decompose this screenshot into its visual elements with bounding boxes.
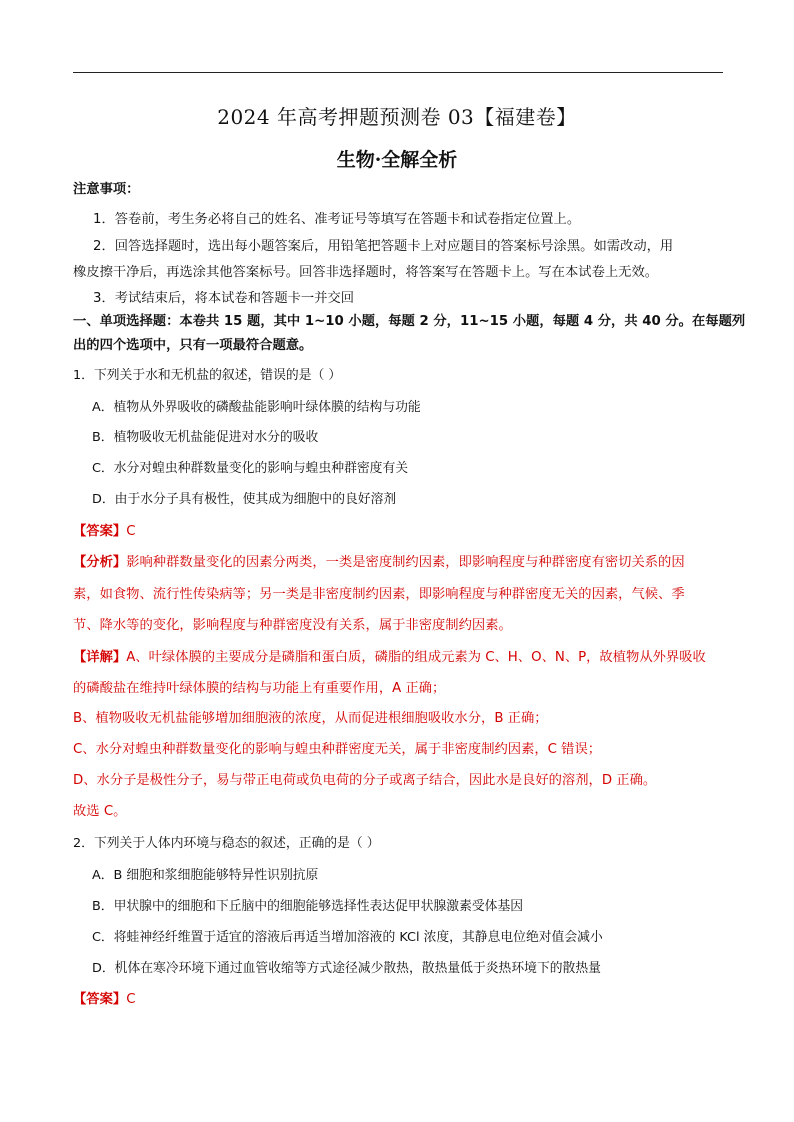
answer-value: C <box>126 992 136 1007</box>
section-heading: 一、单项选择题：本卷共 15 题，其中 1~10 小题，每题 2 分，11~15 小题，每题 4 分，共 40 分。在每题列 <box>73 314 746 329</box>
detail-text: C、水分对蝗虫种群数量变化的影响与蝗虫种群密度无关，属于非密度制约因素，C 错误； <box>73 742 602 757</box>
notes-item: 橡皮擦干净后，再选涂其他答案标号。回答非选择题时，将答案写在答题卡上。写在本试卷上无效。 <box>73 265 659 280</box>
notes-item: 2．回答选择题时，选出每小题答案后，用铅笔把答题卡上对应题目的答案标号涂黑。如需改动，用 <box>93 239 674 254</box>
detail-tag: 【详解】 <box>73 650 127 665</box>
question-option: B．植物吸收无机盐能促进对水分的吸收 <box>92 430 319 445</box>
question-option: D．由于水分子具有极性，使其成为细胞中的良好溶剂 <box>92 492 397 507</box>
question-option: C．将蛙神经纤维置于适宜的溶液后再适当增加溶液的 KCl 浓度，其静息电位绝对值会减小 <box>92 930 603 945</box>
header-rule <box>73 72 723 73</box>
question-option: A．植物从外界吸收的磷酸盐能影响叶绿体膜的结构与功能 <box>92 400 421 415</box>
detail-line <box>73 648 733 668</box>
question-option: B．甲状腺中的细胞和下丘脑中的细胞能够选择性表达促甲状腺激素受体基因 <box>92 899 524 914</box>
notes-item: 3．考试结束后，将本试卷和答题卡一并交回 <box>93 291 355 306</box>
question-option: C．水分对蝗虫种群数量变化的影响与蝗虫种群密度有关 <box>92 461 409 476</box>
answer-tag: 【答案】 <box>73 992 127 1007</box>
answer-value: C <box>126 524 136 539</box>
analysis-text: 节、降水等的变化，影响程度与种群密度没有关系，属于非密度制约因素。 <box>73 618 512 633</box>
question-stem: 1．下列关于水和无机盐的叙述，错误的是（ ） <box>73 368 342 383</box>
detail-text: A、叶绿体膜的主要成分是磷脂和蛋白质，磷脂的组成元素为 C、H、O、N、P，故植物从外界吸收 <box>126 650 706 665</box>
answer-line <box>73 990 733 1010</box>
answer-line <box>73 522 733 542</box>
notes-heading: 注意事项： <box>73 182 140 197</box>
page-subtitle: 生物·全解全析 <box>336 149 458 171</box>
page-title: 2024 年高考押题预测卷 03【福建卷】 <box>217 105 577 129</box>
analysis-text: 素，如食物、流行性传染病等；另一类是非密度制约因素，即影响程度与种群密度无关的因素，气候、季 <box>73 587 685 602</box>
analysis-line <box>73 553 733 573</box>
detail-text: D、水分子是极性分子，易与带正电荷或负电荷的分子或离子结合，因此水是良好的溶剂，D 正确。 <box>73 773 657 788</box>
question-option: D．机体在寒冷环境下通过血管收缩等方式途径减少散热，散热量低于炎热环境下的散热量 <box>92 961 601 976</box>
detail-text: B、植物吸收无机盐能够增加细胞液的浓度，从而促进根细胞吸收水分，B 正确； <box>73 711 548 726</box>
analysis-tag: 【分析】 <box>73 555 127 570</box>
detail-text: 故选 C。 <box>73 804 127 819</box>
question-option: A．B 细胞和浆细胞能够特异性识别抗原 <box>92 868 319 883</box>
notes-item: 1．答卷前，考生务必将自己的姓名、准考证号等填写在答题卡和试卷指定位置上。 <box>93 212 581 227</box>
analysis-text: 影响种群数量变化的因素分两类，一类是密度制约因素，即影响程度与种群密度有密切关系的因 <box>126 555 685 570</box>
answer-tag: 【答案】 <box>73 524 127 539</box>
section-heading: 出的四个选项中，只有一项最符合题意。 <box>73 338 313 353</box>
question-stem: 2．下列关于人体内环境与稳态的叙述，正确的是（ ） <box>73 836 380 851</box>
detail-text: 的磷酸盐在维持叶绿体膜的结构与功能上有重要作用，A 正确； <box>73 681 446 696</box>
